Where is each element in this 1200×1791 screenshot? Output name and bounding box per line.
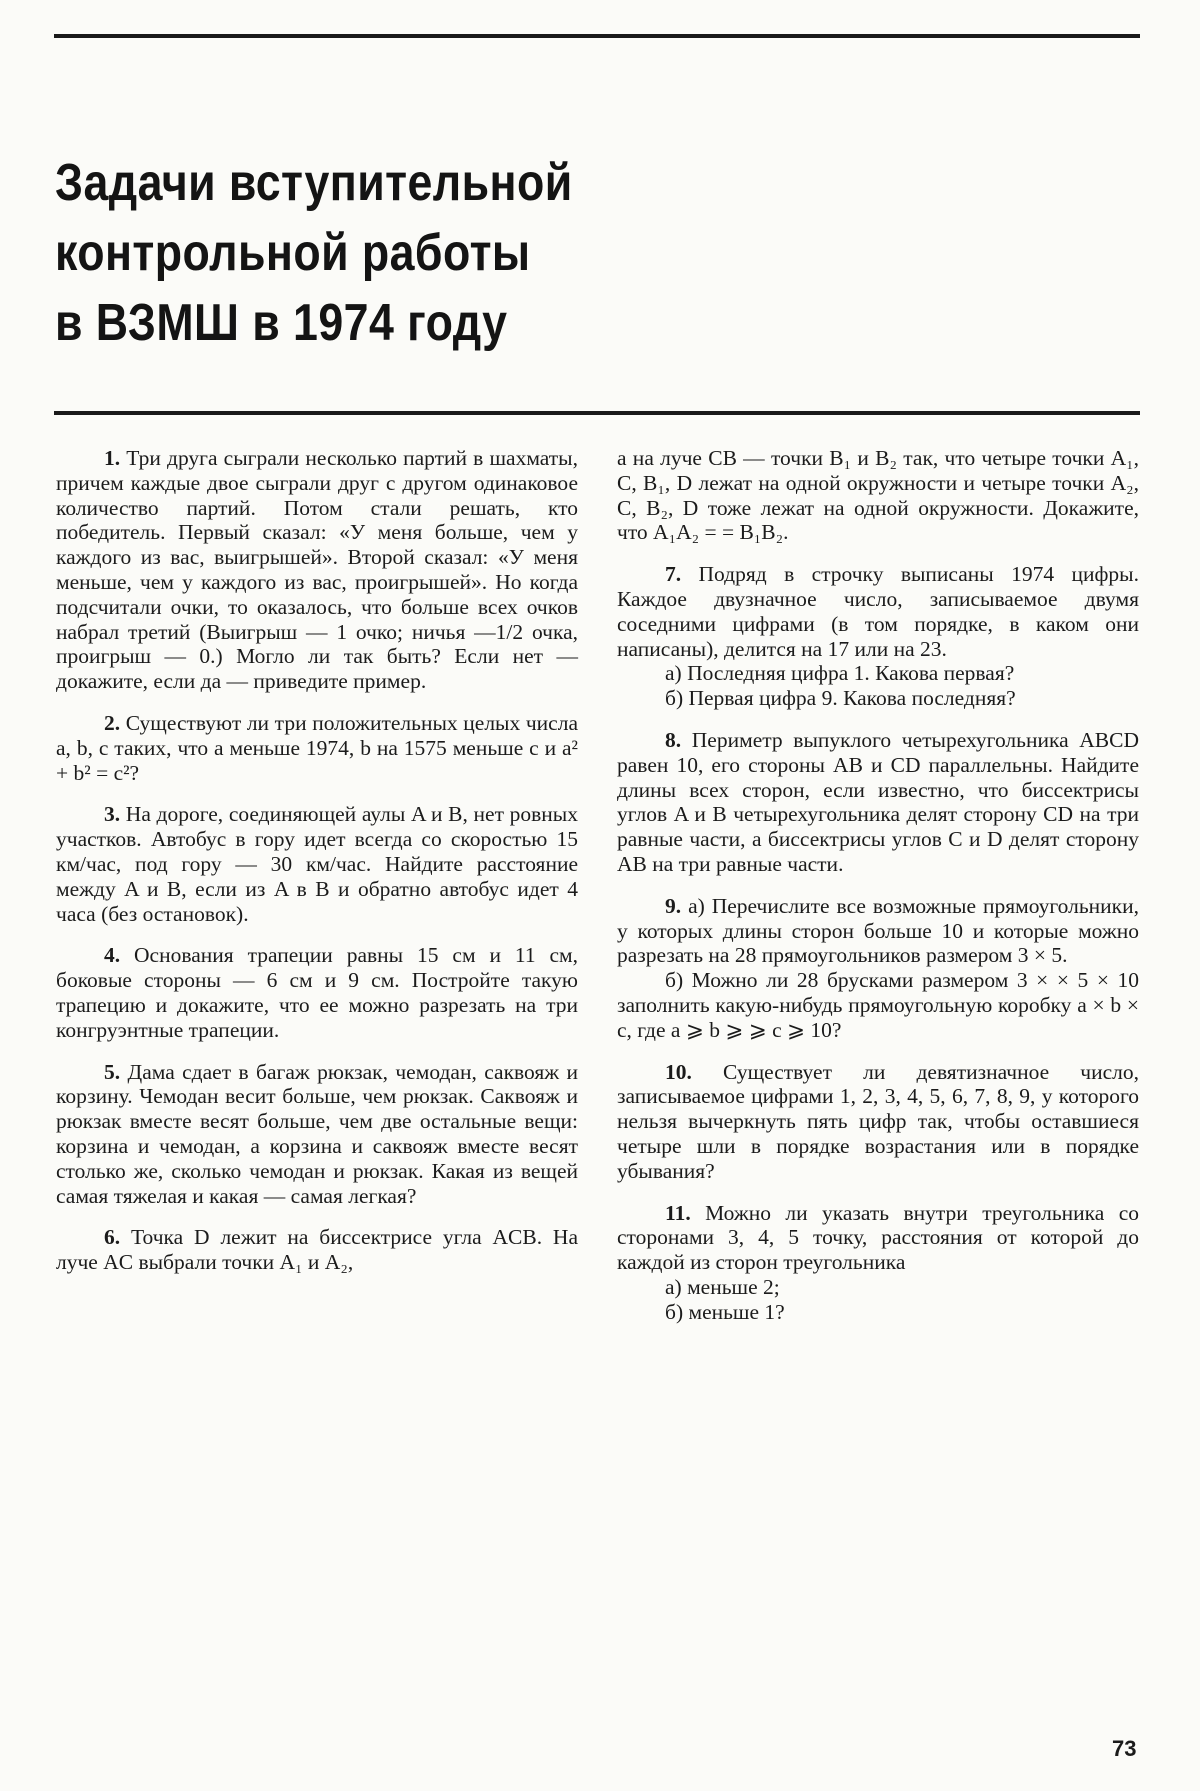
- problem-text: Можно ли указать внутри треугольника со сторонами 3, 4, 5 точку, расстояния от которой до каждой из сторон треугольника: [617, 1200, 1139, 1275]
- problem-item: а) Последняя цифра 1. Какова первая?: [665, 661, 1015, 686]
- problem-8: [617, 728, 1139, 877]
- page-number: 73: [1112, 1736, 1137, 1761]
- problem-text: Подряд в строчку выписаны 1974 цифры. Каждое двузначное число, записываемое двумя соседними цифрами (в том порядке, в каком они написаны), делится на 17 или на 23.: [617, 562, 1139, 661]
- problem-11: [617, 1201, 1139, 1325]
- problem-number: 5.: [104, 1059, 121, 1084]
- problem-9: [617, 894, 1139, 1043]
- title-rule: [54, 411, 1140, 415]
- problem-6-continuation: [617, 446, 1139, 545]
- problem-item: б) меньше 1?: [665, 1299, 785, 1324]
- problem-number: 9.: [665, 893, 682, 918]
- top-rule: [54, 34, 1140, 38]
- problem-number: 7.: [665, 562, 682, 587]
- title-line-1: Задачи вступительной: [55, 154, 573, 212]
- problem-text: Существуют ли три положительных целых числа a, b, c таких, что a меньше 1974, b на 1575 меньше c и a² + b² = c²?: [56, 710, 578, 785]
- problem-text: Дама сдает в багаж рюкзак, чемодан, саквояж и корзину. Чемодан весит больше, чем рюкзак. Саквояж и рюкзак вместе весят больше, чем две остальные вещи: корзина и чемодан, а корзина и саквояж вместе весят столько же, сколько чемодан и рюкзак. Какая из вещей самая тяжелая и какая — самая легкая?: [56, 1059, 579, 1208]
- problem-number: 2.: [104, 710, 121, 735]
- problem-text: а) Перечислите все возможные прямоугольники, у которых длины сторон больше 10 и которые можно разрезать на 28 прямоугольников размером 3 × 5.: [617, 893, 1139, 968]
- problem-text: Основания трапеции равны 15 см и 11 см, боковые стороны — 6 см и 9 см. Постройте такую трапецию и докажите, что ее можно разрезать на три конгруэнтные трапеции.: [56, 943, 578, 1042]
- title-line-3: в ВЗМШ в 1974 году: [55, 294, 508, 352]
- problem-text: Существует ли девятизначное число, записываемое цифрами 1, 2, 3, 4, 5, 6, 7, 8, 9, у которого нельзя вычеркнуть пять цифр так, чтобы оставшиеся четыре шли в порядке возрастания или в порядке убывания?: [617, 1059, 1139, 1183]
- left-column: [56, 446, 578, 1292]
- problem-number: 4.: [104, 943, 121, 968]
- problem-text: На дороге, соединяющей аулы A и B, нет ровных участков. Автобус в гору идет всегда со скоростью 15 км/час, под гору — 30 км/час. Найдите расстояние между A и B, если из A в B и обратно автобус идет 4 часа (без остановок).: [56, 802, 578, 926]
- problem-text: Три друга сыграли несколько партий в шахматы, причем каждые двое сыграли друг с другом одинаковое количество партий. Потом стали решать, кто победитель. Первый сказал: «У меня больше, чем у каждого из вас, выигрышей». Второй сказал: «У меня меньше, чем у каждого из вас, проигрышей». Но когда подсчитали очки, то оказалось, что больше всех очков набрал третий (Выигрыш — 1 очко; ничья —1/2 очка, проигрыш — 0.) Могло ли так быть? Если нет — докажите, если да — приведите пример.: [56, 446, 578, 694]
- problem-6: [56, 1225, 578, 1275]
- problem-item: б) Первая цифра 9. Какова последняя?: [665, 686, 1016, 711]
- problem-4: [56, 943, 578, 1042]
- problem-text: Периметр выпуклого четырехугольника ABCD равен 10, его стороны AB и CD параллельны. Найдите длины всех сторон, если известно, что биссектрисы углов A и B четырехугольника делят сторону CD на три равные части, а биссектрисы углов C и D делят сторону AB на три равные части.: [617, 727, 1139, 876]
- problem-number: 3.: [104, 802, 121, 827]
- problem-number: 6.: [104, 1225, 121, 1250]
- problem-part-b: б) Можно ли 28 брусками размером 3 × × 5 × 10 заполнить какую-нибудь прямоугольную коробку a × b × c, где a ⩾ b ⩾ ⩾ c ⩾ 10?: [617, 968, 1139, 1042]
- problem-number: 8.: [665, 727, 682, 752]
- problem-number: 1.: [104, 446, 121, 470]
- right-column: [617, 446, 1139, 1342]
- problem-text: Точка D лежит на биссектрисе угла ACB. На луче AC выбрали точки A₁ и A₂,: [56, 1225, 579, 1275]
- problem-2: [56, 711, 578, 785]
- problem-7: [617, 562, 1139, 711]
- problem-1: [56, 446, 578, 694]
- title-line-2: контрольной работы: [55, 224, 531, 282]
- problem-10: [617, 1060, 1139, 1184]
- problem-number: 11.: [665, 1200, 691, 1225]
- problem-3: [56, 802, 578, 926]
- problem-text: а на луче CB — точки B₁ и B₂ так, что четыре точки A₁, C, B₁, D лежат на одной окружности и четыре точки A₂, C, B₂, D тоже лежат на одной окружности. Докажите, что A₁A₂ = = B₁B₂.: [617, 446, 1139, 545]
- problem-number: 10.: [665, 1059, 692, 1084]
- page-title: [55, 148, 588, 358]
- problem-5: [56, 1060, 578, 1209]
- problem-item: а) меньше 2;: [665, 1274, 780, 1299]
